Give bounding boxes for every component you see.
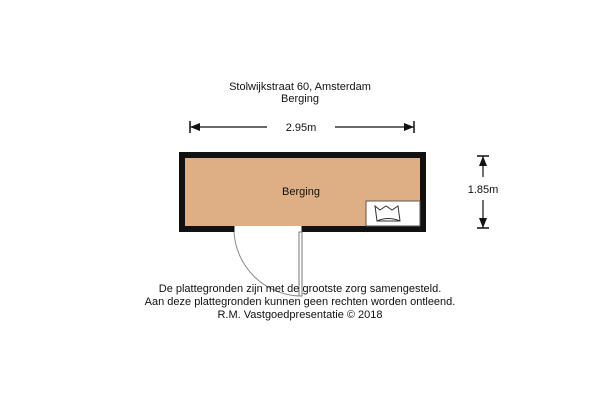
floor-title: Berging — [281, 93, 319, 105]
boiler-fixture — [366, 201, 420, 226]
address-title: Stolwijkstraat 60, Amsterdam — [229, 81, 371, 93]
copyright-line: R.M. Vastgoedpresentatie © 2018 — [217, 309, 383, 321]
room-label: Berging — [282, 186, 320, 198]
disclaimer-line-2: Aan deze plattegronden kunnen geen rechten worden ontleend. — [144, 296, 456, 308]
width-dimension — [190, 121, 414, 134]
depth-dimension — [468, 156, 499, 228]
width-label: 2.95m — [285, 122, 317, 134]
disclaimer-line-1: De plattegronden zijn met de grootste zorg samengesteld. — [158, 283, 442, 295]
depth-label: 1.85m — [467, 184, 499, 196]
door-opening — [234, 226, 302, 232]
